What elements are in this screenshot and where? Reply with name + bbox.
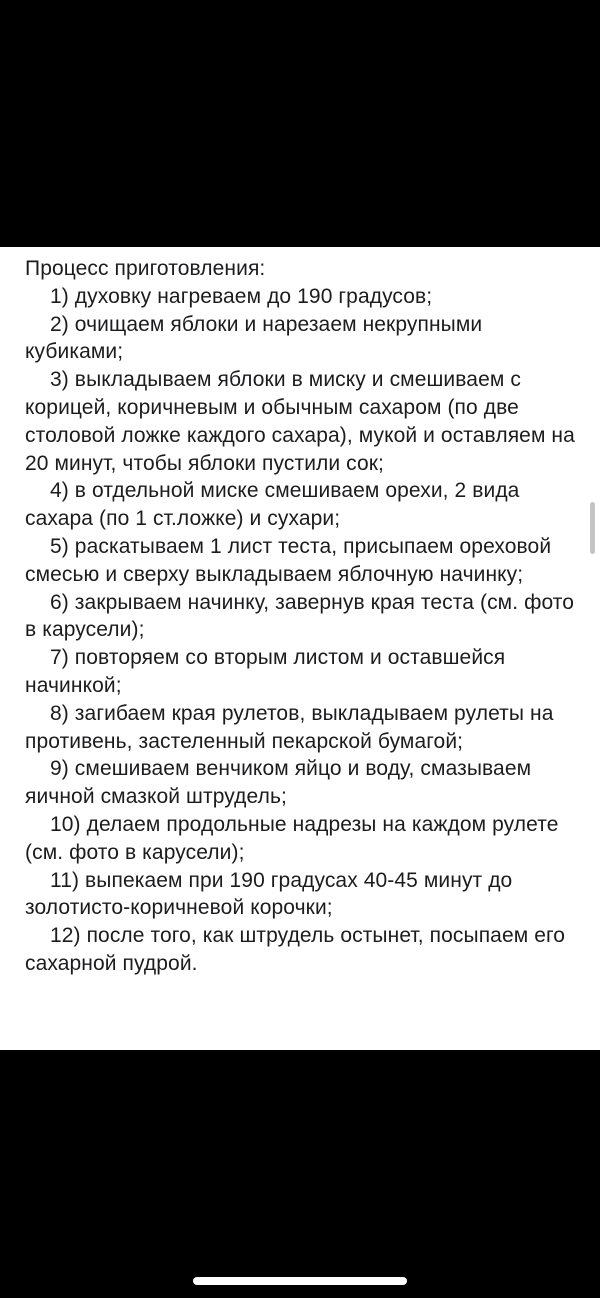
recipe-step-8: 8) загибаем края рулетов, выкладываем рулеты на противень, застеленный пекарской бумагой; <box>25 701 554 753</box>
recipe-step-11: 11) выпекаем при 190 градусах 40-45 минут до золотисто-коричневой корочки; <box>25 868 513 920</box>
recipe-step-7: 7) повторяем со вторым листом и оставшейся начинкой; <box>25 646 506 697</box>
recipe-step-6: 6) закрываем начинку, завернув края теста (см. фото в карусели); <box>25 590 575 642</box>
recipe-step-10: 10) делаем продольные надрезы на каждом рулете (см. фото в карусели); <box>25 812 559 864</box>
recipe-step-5: 5) раскатываем 1 лист теста, присыпаем ореховой смесью и сверху выкладываем яблочную начинку; <box>25 534 552 586</box>
recipe-step-4: 4) в отдельной миске смешиваем орехи, 2 вида сахара (по 1 ст.ложке) и сухари; <box>25 479 520 531</box>
recipe-step-9: 9) смешиваем венчиком яйцо и воду, смазываем яичной смазкой штрудель; <box>25 757 532 809</box>
recipe-text <box>25 255 581 978</box>
vertical-scrollbar[interactable] <box>590 502 595 554</box>
recipe-step-2: 2) очищаем яблоки и нарезаем некрупными кубиками; <box>25 312 483 364</box>
recipe-step-12: 12) после того, как штрудель остынет, посыпаем его сахарной пудрой. <box>25 924 566 975</box>
text-card <box>0 247 600 1050</box>
recipe-heading: Процесс приготовления: <box>25 257 266 280</box>
home-indicator[interactable] <box>193 1277 407 1285</box>
recipe-step-3: 3) выкладываем яблоки в миску и смешиваем с корицей, коричневым и обычным сахаром (по две столовой ложке каждого сахара), мукой и оставляем на 20 минут, чтобы яблоки пустили сок; <box>25 368 575 475</box>
recipe-step-1: 1) духовку нагреваем до 190 градусов; <box>50 284 433 308</box>
